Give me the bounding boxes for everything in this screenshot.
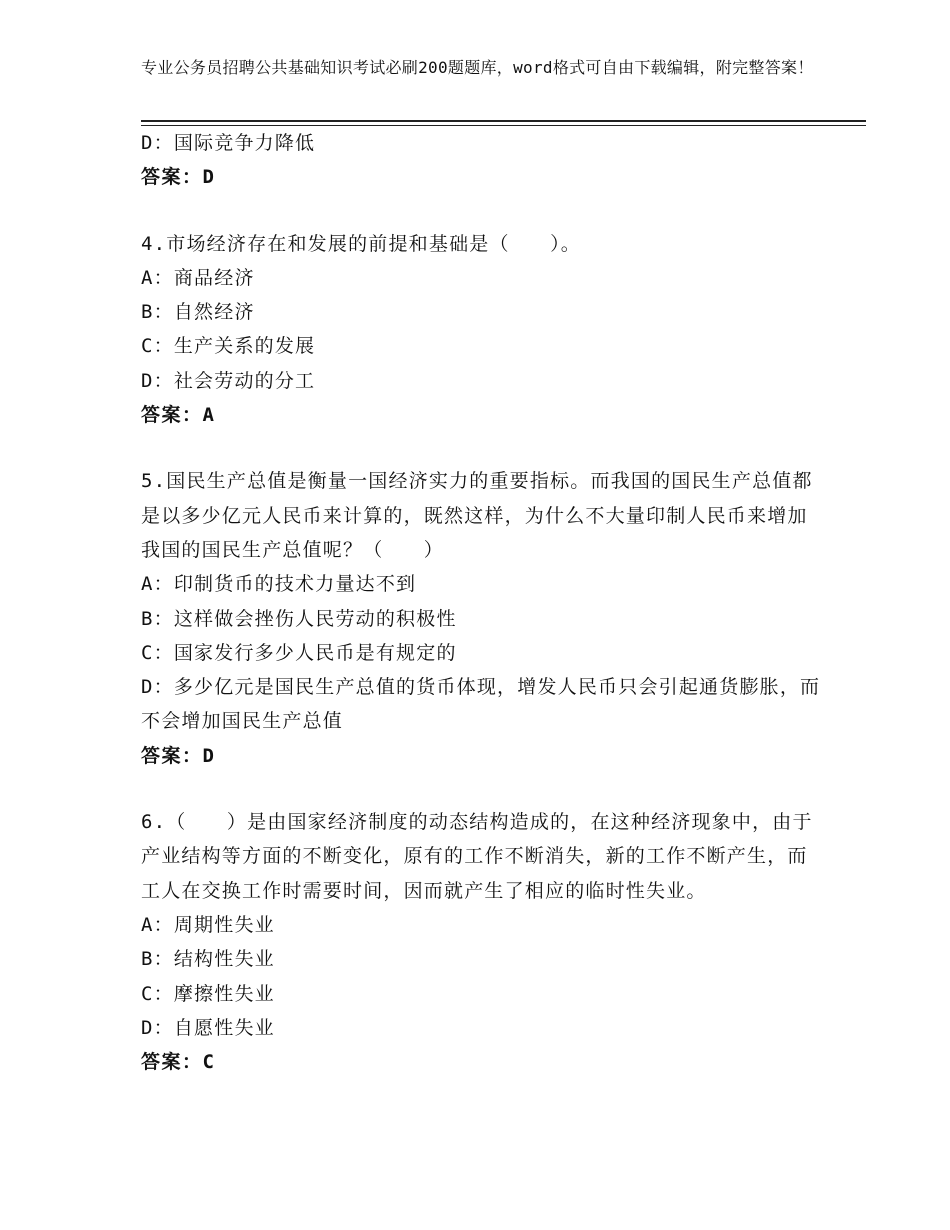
question-4 — [141, 227, 821, 433]
answer-line: 答案：A — [141, 404, 216, 427]
question-stem: 5.国民生产总值是衡量一国经济实力的重要指标。而我国的国民生产总值都是以多少亿元人民币来计算的，既然这样，为什么不大量印制人民币来增加我国的国民生产总值呢？（ ） — [141, 470, 813, 561]
option-c: C：摩擦性失业 — [141, 982, 275, 1005]
option-d: D：多少亿元是国民生产总值的货币体现，增发人民币只会引起通货膨胀，而不会增加国民生产总值 — [141, 676, 821, 733]
answer-line: 答案：C — [141, 1051, 216, 1074]
answer-line: 答案：D — [141, 166, 216, 189]
question-stem: 6.（ ）是由国家经济制度的动态结构造成的，在这种经济现象中，由于产业结构等方面的不断变化，原有的工作不断消失，新的工作不断产生，而工人在交换工作时需要时间，因而就产生了相应的临时性失业。 — [141, 811, 813, 902]
question-6 — [141, 805, 821, 1079]
header-rule-thick — [141, 120, 866, 122]
option-a: A：商品经济 — [141, 266, 255, 289]
option-c: C：国家发行多少人民币是有规定的 — [141, 641, 457, 664]
answer-line: 答案：D — [141, 744, 216, 767]
page-header: 专业公务员招聘公共基础知识考试必刷200题题库，word格式可自由下载编辑，附完整答案！ — [141, 58, 814, 77]
option-c: C：生产关系的发展 — [141, 335, 316, 358]
option-d: D：社会劳动的分工 — [141, 369, 316, 392]
option-b: B：结构性失业 — [141, 948, 275, 971]
option-d: D：国际竞争力降低 — [141, 132, 316, 154]
option-b: B：自然经济 — [141, 301, 255, 324]
option-a: A：周期性失业 — [141, 913, 275, 936]
previous-question-tail — [141, 126, 821, 195]
option-b: B：这样做会挫伤人民劳动的积极性 — [141, 607, 457, 630]
option-a: A：印制货币的技术力量达不到 — [141, 573, 417, 596]
question-5 — [141, 464, 821, 773]
option-d: D：自愿性失业 — [141, 1016, 275, 1039]
question-stem: 4.市场经济存在和发展的前提和基础是（ ）。 — [141, 232, 581, 255]
document-body — [141, 126, 821, 1079]
